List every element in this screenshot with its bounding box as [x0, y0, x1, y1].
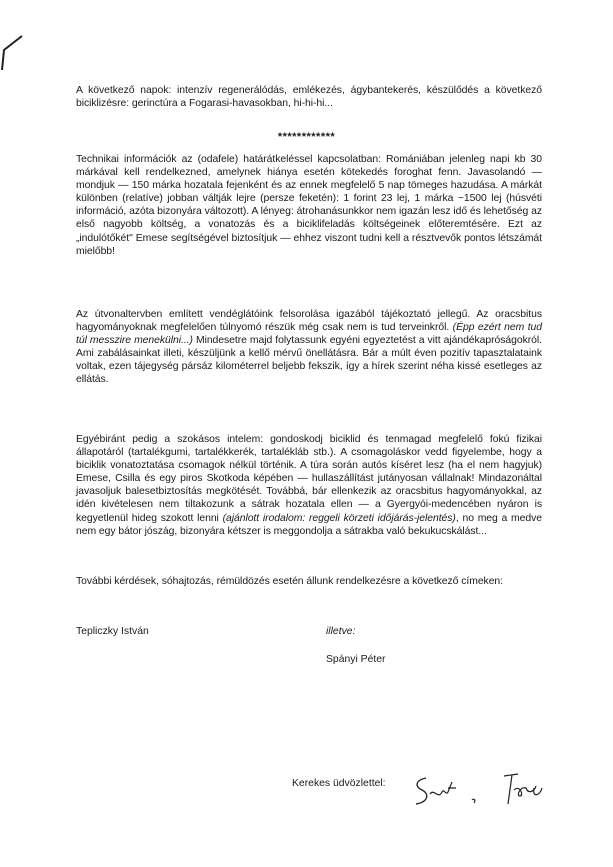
paragraph-technical-info: Technikai információk az (odafele) határátkeléssel kapcsolatban: Romániában jelenleg napi kb 30 márkával kell rendelkezned, amelynek hiánya esetén kötekedés foroghat fenn. Javasolandó — mondjuk — 150 márka hozatala fejenként és az ennek megfelelő 5 nap tömeges hazudása. A márkát különben (relatíve) jobban váltják lejre (persze feketén): 1 forint 23 lej, 1 márka ~1500 lej (húsvéti információ, azóta bizonyára változott). A lényeg: átrohanásunkkor nem igazán lesz idő és lehetőség az első nagyobb költség, a vonatozás és a biciklifeladás költségeinek előteremtésére. Ezt az „indulótőkét" Emese segítségével biztosítjuk — ehhez viszont tudni kell a résztvevők pontos létszámát mielőbb! [76, 154, 542, 257]
warnings-text-b: , no meg a medve nem egy bátor jószág, bizonyára kétszer is meggondolja a sátrakba való bekukucskálást... [76, 512, 542, 537]
corner-mark [0, 30, 24, 70]
warnings-text-a: Egyébiránt pedig a szokásos intelem: gondoskodj biciklid és tenmagad megfelelő fokú fizikai állapotáról (tartalékgumi, tartalékkerék, tartalékláb stb.). A csomagoláskor vedd figyelembe, hogy a biciklik vonatoztatása csomagok nélkül történik. A túra során autós kíséret lesz (ha el nem hagyjuk) Emese, Csilla és egy piros Skotkoda képében — hullaszállítást jutányosan vállalnak! Mindazonáltal javasoljuk balesetbiztosítás megkötését. Továbbá, bár ellenkezik az oracsbitus hagyományokkal, az idén kivételesen nem tiltakozunk a sátrak hozatala ellen — a Gyergyói-medencében nyáron is kegyetlenül hideg szokott lenni [76, 434, 542, 524]
hosts-text-b: Mindesetre majd folytassunk egyéni egyeztetést a vitt ajándékapróságokról. Ami zabálásainkat illeti, készüljünk a kellő mérvű önellátásra. Bár a múlt éven pozitív tapasztalataink voltak, ezen tájegység pársáz kilométerrel beljebb fekszik, így a hírek szerint néha kissé esetleges az ellátás. [76, 335, 542, 386]
hosts-text-a: Az útvonaltervben említett vendéglátóink felsorolása igazából tájékoztató jellegű. Az oracsbitus hagyományoknak megfelelően túlnyomó részük még csak nem is tud terveinkről. [76, 309, 542, 334]
signatory-right-name: Spányi Péter [326, 654, 386, 665]
paragraph-intro: A következő napok: intenzív regenerálódás, emlékezés, ágybantekerés, készülődés a következő biciklizésre: gerinctúra a Fogarasi-havasokban, hi-hi-hi... [76, 85, 542, 110]
illetve-label: illetve: [326, 626, 356, 637]
signatory-left-name: Tepliczky István [76, 626, 149, 637]
paragraph-hosts [76, 308, 542, 387]
paragraph-contact: További kérdések, sóhajtozás, rémüldözés esetén állunk rendelkezésre a következő címeken: [76, 576, 503, 587]
separator-stars: ************ [277, 131, 336, 143]
hosts-emphasis: (Épp ezért nem tud túl messzire menekülni...) [76, 322, 542, 347]
closing-greeting: Kerekes üdvözlettel: [292, 778, 386, 789]
paragraph-warnings [76, 433, 542, 538]
warnings-emphasis: (ajánlott irodalom: reggeli körzeti időjárás-jelentés) [222, 512, 456, 524]
handwritten-signatures [408, 770, 558, 820]
